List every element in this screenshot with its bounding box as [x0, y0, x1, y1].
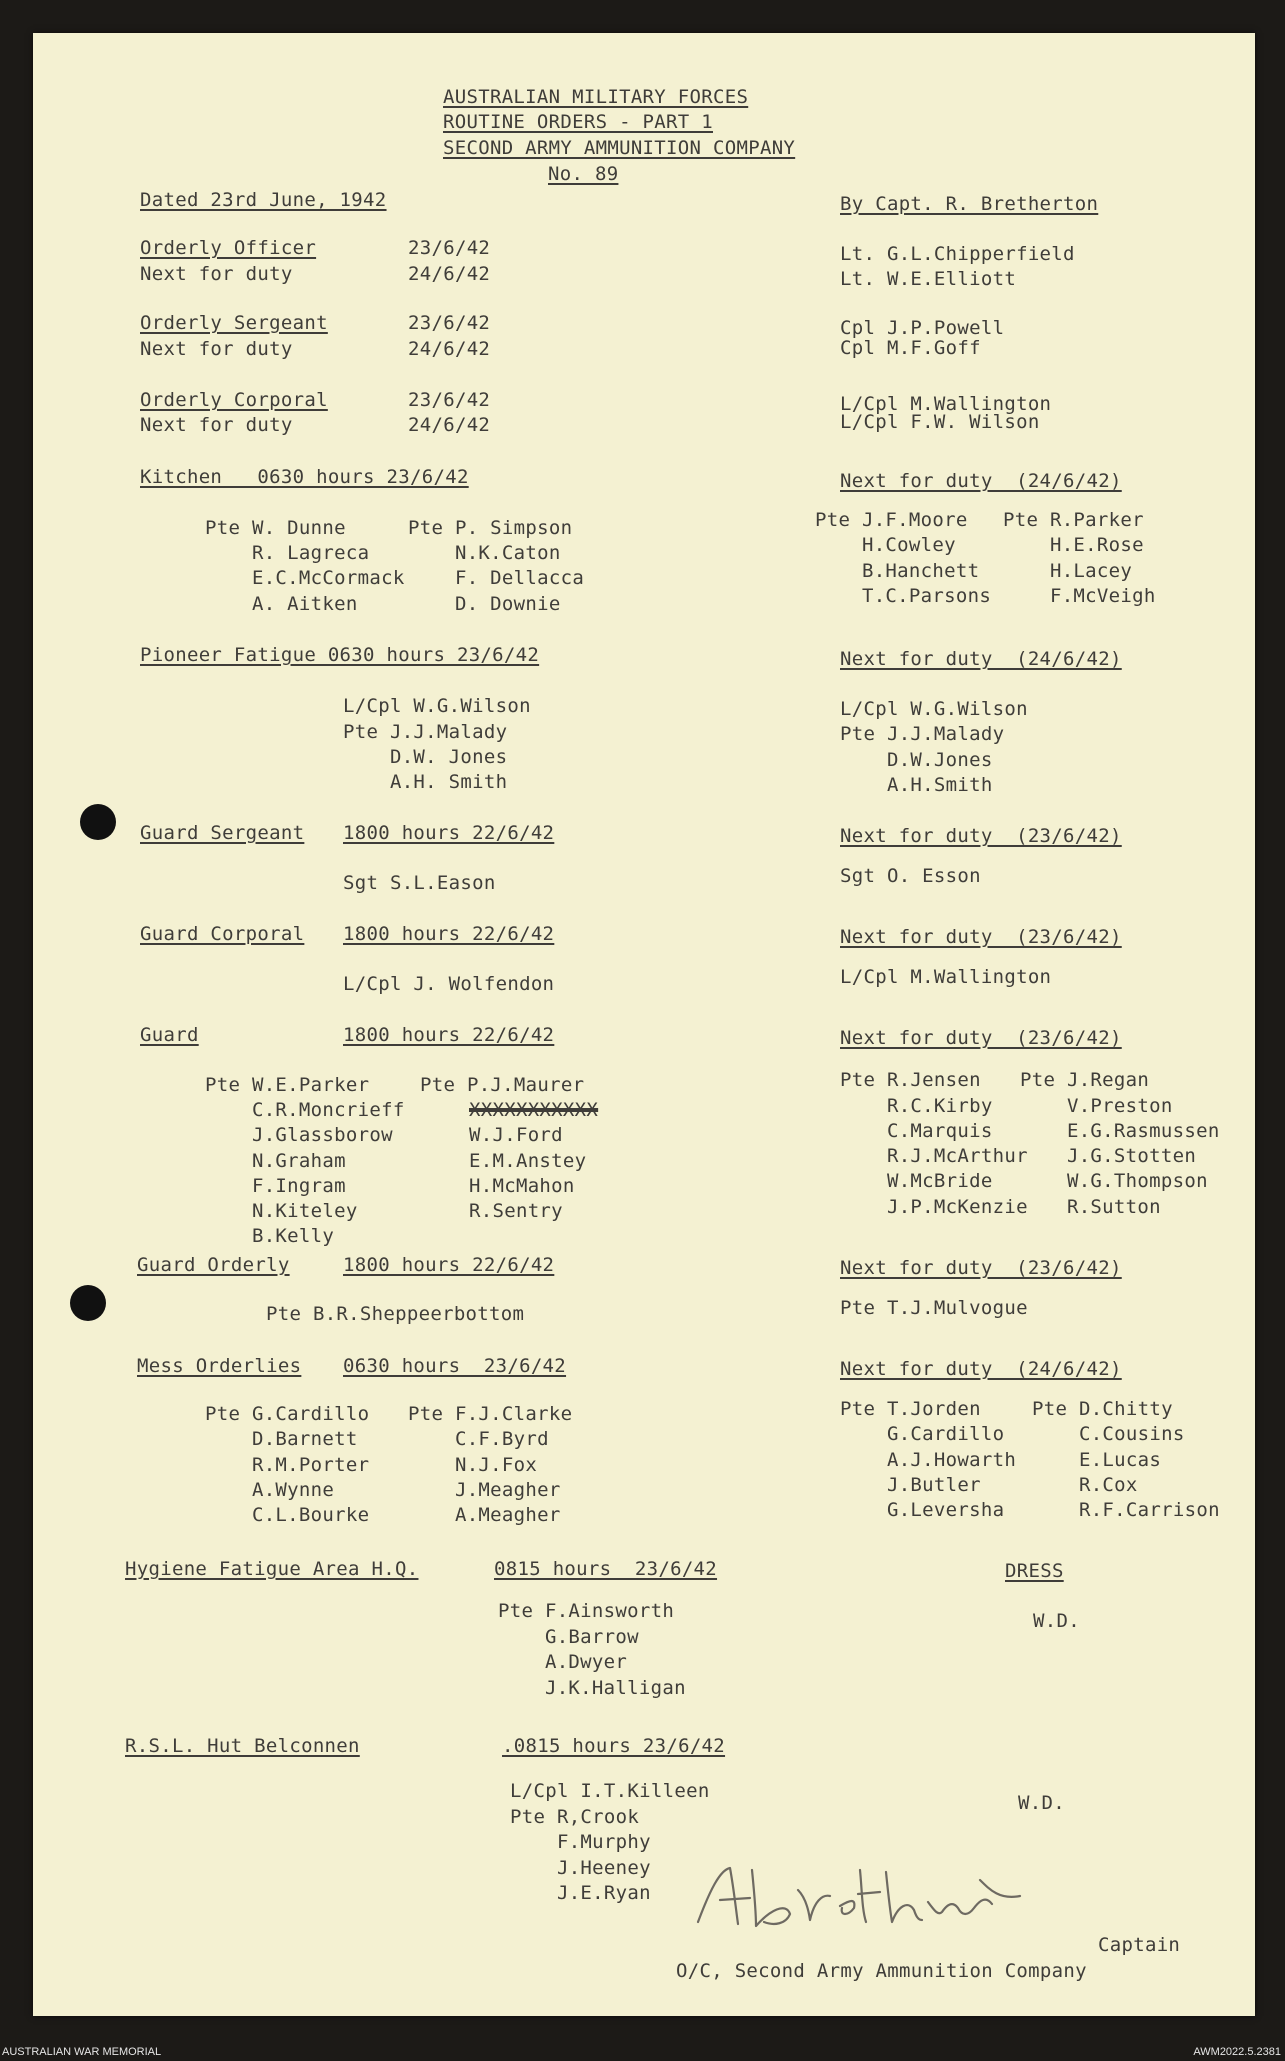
kitchen-next-heading: Next for duty (24/6/42) [840, 470, 1122, 492]
rsl-name: J.E.Ryan [510, 1882, 651, 1904]
header-line-2: ROUTINE ORDERS - PART 1 [443, 111, 713, 133]
guard-next-name: J.P.McKenzie [840, 1196, 1028, 1218]
footer-credit: AUSTRALIAN WAR MEMORIAL [2, 2046, 162, 2058]
pioneer-name: L/Cpl W.G.Wilson [343, 695, 531, 717]
mess-name: R.M.Porter [205, 1454, 370, 1476]
kitchen-next-name: T.C.Parsons [815, 585, 992, 607]
kitchen-next-name: Pte R.Parker [1003, 509, 1144, 531]
orderly-sergeant-name: Cpl J.P.Powell [840, 317, 1005, 339]
dress-value: W.D. [1033, 1610, 1080, 1632]
kitchen-next-name: Pte J.F.Moore [815, 509, 968, 531]
guard-name: F.Ingram [205, 1175, 346, 1197]
header-line-1: AUSTRALIAN MILITARY FORCES [443, 86, 749, 108]
mess-name: Pte G.Cardillo [205, 1403, 370, 1425]
orderly-sergeant-date: 23/6/42 [408, 312, 491, 334]
mess-next-name: G.Leversha [840, 1499, 1005, 1521]
mess-time: 0630 hours 23/6/42 [343, 1355, 567, 1377]
guard-next-name: Pte R.Jensen [840, 1069, 981, 1091]
guard-orderly-name: Pte B.R.Sheppeerbottom [266, 1303, 525, 1325]
orderly-officer-name: Lt. G.L.Chipperfield [840, 243, 1075, 265]
mess-name: N.J.Fox [408, 1454, 538, 1476]
orderly-sergeant-next-label: Next for duty [140, 338, 293, 360]
guard-name: Pte W.E.Parker [205, 1074, 370, 1096]
mess-label: Mess Orderlies [137, 1355, 302, 1377]
guard-corporal-name: L/Cpl J. Wolfendon [343, 973, 555, 995]
kitchen-next-name: H.Lacey [1003, 560, 1133, 582]
mess-name: C.L.Bourke [205, 1504, 370, 1526]
hygiene-name: J.K.Halligan [498, 1677, 686, 1699]
pioneer-heading: Pioneer Fatigue 0630 hours 23/6/42 [140, 644, 540, 666]
orderly-corporal-label: Orderly Corporal [140, 389, 328, 411]
mess-next-name: Pte T.Jorden [840, 1398, 981, 1420]
punch-hole [70, 1285, 106, 1321]
guard-name: H.McMahon [469, 1175, 575, 1197]
orderly-corporal-next-date: 24/6/42 [408, 414, 491, 436]
guard-corporal-next-heading: Next for duty (23/6/42) [840, 926, 1122, 948]
mess-name: Pte F.J.Clarke [408, 1403, 573, 1425]
pioneer-name: D.W. Jones [343, 746, 508, 768]
orderly-corporal-date: 23/6/42 [408, 389, 491, 411]
header-line-3: SECOND ARMY AMMUNITION COMPANY [443, 137, 796, 159]
rsl-time: .0815 hours 23/6/42 [502, 1735, 726, 1757]
pioneer-next-name: Pte J.J.Malady [840, 723, 1005, 745]
pioneer-next-name: L/Cpl W.G.Wilson [840, 698, 1028, 720]
guard-name: N.Kiteley [205, 1200, 358, 1222]
orderly-officer-date: 23/6/42 [408, 237, 491, 259]
kitchen-name: A. Aitken [205, 593, 358, 615]
guard-label: Guard [140, 1024, 199, 1046]
dress-label: DRESS [1005, 1560, 1064, 1582]
orderly-corporal-name: L/Cpl M.Wallington [840, 393, 1052, 415]
guard-next-name: R.Sutton [1020, 1196, 1161, 1218]
guard-next-name: W.G.Thompson [1020, 1170, 1208, 1192]
orderly-corporal-next-label: Next for duty [140, 414, 293, 436]
guard-next-name: V.Preston [1020, 1095, 1173, 1117]
signoff-title: O/C, Second Army Ammunition Company [676, 1960, 1087, 1982]
pioneer-name: Pte J.J.Malady [343, 721, 508, 743]
guard-orderly-next-heading: Next for duty (23/6/42) [840, 1257, 1122, 1279]
guard-next-name: J.G.Stotten [1020, 1145, 1197, 1167]
orderly-officer-next-name: Lt. W.E.Elliott [840, 268, 1017, 290]
pioneer-next-name: D.W.Jones [840, 749, 993, 771]
kitchen-name: N.K.Caton [408, 542, 561, 564]
guard-time: 1800 hours 22/6/42 [343, 1024, 555, 1046]
hygiene-name: G.Barrow [498, 1626, 639, 1648]
footer-accession-number: AWM2022.5.2381 [1193, 2046, 1281, 2058]
guard-sergeant-next-heading: Next for duty (23/6/42) [840, 825, 1122, 847]
kitchen-name: E.C.McCormack [205, 567, 405, 589]
guard-next-name: C.Marquis [840, 1120, 993, 1142]
mess-next-name: J.Butler [840, 1474, 981, 1496]
guard-corporal-next-name: L/Cpl M.Wallington [840, 966, 1052, 988]
orderly-officer-label: Orderly Officer [140, 237, 317, 259]
orderly-officer-next-label: Next for duty [140, 263, 293, 285]
kitchen-next-name: F.McVeigh [1003, 585, 1156, 607]
kitchen-heading: Kitchen 0630 hours 23/6/42 [140, 466, 469, 488]
kitchen-name: Pte W. Dunne [205, 517, 346, 539]
guard-orderly-next-name: Pte T.J.Mulvogue [840, 1297, 1028, 1319]
rsl-name: J.Heeney [510, 1857, 651, 1879]
kitchen-next-name: B.Hanchett [815, 560, 980, 582]
mess-next-heading: Next for duty (24/6/42) [840, 1358, 1122, 1380]
mess-name: A.Meagher [408, 1504, 561, 1526]
guard-orderly-time: 1800 hours 22/6/42 [343, 1254, 555, 1276]
guard-next-name: R.C.Kirby [840, 1095, 993, 1117]
mess-next-name: Pte D.Chitty [1032, 1398, 1173, 1420]
mess-next-name: R.Cox [1032, 1474, 1138, 1496]
guard-name: B.Kelly [205, 1225, 335, 1247]
header-line-4: No. 89 [548, 163, 619, 185]
rsl-name: F.Murphy [510, 1831, 651, 1853]
guard-sergeant-time: 1800 hours 22/6/42 [343, 822, 555, 844]
rsl-dress-value: W.D. [1018, 1792, 1065, 1814]
guard-name-struck: XXXXXXXXXXX [469, 1099, 599, 1121]
guard-sergeant-label: Guard Sergeant [140, 822, 305, 844]
mess-next-name: E.Lucas [1032, 1449, 1162, 1471]
punch-hole [80, 804, 116, 840]
guard-name: C.R.Moncrieff [205, 1099, 405, 1121]
orderly-corporal-next-name: L/Cpl F.W. Wilson [840, 411, 1040, 433]
rsl-name: L/Cpl I.T.Killeen [510, 1780, 710, 1802]
guard-name: W.J.Ford [469, 1124, 563, 1146]
mess-name: D.Barnett [205, 1428, 358, 1450]
guard-sergeant-name: Sgt S.L.Eason [343, 872, 496, 894]
hygiene-name: Pte F.Ainsworth [498, 1600, 675, 1622]
by-line: By Capt. R. Bretherton [840, 193, 1099, 215]
dated-line: Dated 23rd June, 1942 [140, 189, 387, 211]
kitchen-name: F. Dellacca [408, 567, 585, 589]
guard-corporal-label: Guard Corporal [140, 923, 305, 945]
mess-next-name: A.J.Howarth [840, 1449, 1017, 1471]
kitchen-name: D. Downie [408, 593, 561, 615]
pioneer-name: A.H. Smith [343, 771, 508, 793]
pioneer-next-heading: Next for duty (24/6/42) [840, 648, 1122, 670]
mess-name: A.Wynne [205, 1479, 335, 1501]
guard-next-heading: Next for duty (23/6/42) [840, 1027, 1122, 1049]
hygiene-time: 0815 hours 23/6/42 [494, 1558, 718, 1580]
mess-name: J.Meagher [408, 1479, 561, 1501]
orderly-sergeant-next-name: Cpl M.F.Goff [840, 337, 981, 359]
kitchen-name: Pte P. Simpson [408, 517, 573, 539]
guard-name: Pte P.J.Maurer [420, 1074, 585, 1096]
mess-name: C.F.Byrd [408, 1428, 549, 1450]
signoff-rank: Captain [1098, 1934, 1181, 1956]
guard-next-name: W.McBride [840, 1170, 993, 1192]
orderly-sergeant-next-date: 24/6/42 [408, 338, 491, 360]
guard-sergeant-next-name: Sgt O. Esson [840, 865, 981, 887]
guard-name: N.Graham [205, 1150, 346, 1172]
guard-name: R.Sentry [469, 1200, 563, 1222]
hygiene-label: Hygiene Fatigue Area H.Q. [125, 1558, 419, 1580]
guard-name: E.M.Anstey [469, 1150, 587, 1172]
mess-next-name: G.Cardillo [840, 1423, 1005, 1445]
pioneer-next-name: A.H.Smith [840, 774, 993, 796]
orderly-sergeant-label: Orderly Sergeant [140, 312, 328, 334]
rsl-label: R.S.L. Hut Belconnen [125, 1735, 360, 1757]
orderly-officer-next-date: 24/6/42 [408, 263, 491, 285]
kitchen-next-name: H.E.Rose [1003, 534, 1144, 556]
handwritten-signature [690, 1850, 1030, 1940]
hygiene-name: A.Dwyer [498, 1651, 628, 1673]
guard-orderly-label: Guard Orderly [137, 1254, 290, 1276]
guard-next-name: Pte J.Regan [1020, 1069, 1150, 1091]
mess-next-name: R.F.Carrison [1032, 1499, 1220, 1521]
guard-next-name: E.G.Rasmussen [1020, 1120, 1220, 1142]
guard-corporal-time: 1800 hours 22/6/42 [343, 923, 555, 945]
kitchen-next-name: H.Cowley [815, 534, 956, 556]
guard-name: J.Glassborow [205, 1124, 393, 1146]
guard-next-name: R.J.McArthur [840, 1145, 1028, 1167]
rsl-name: Pte R,Crook [510, 1806, 640, 1828]
mess-next-name: C.Cousins [1032, 1423, 1185, 1445]
kitchen-name: R. Lagreca [205, 542, 370, 564]
